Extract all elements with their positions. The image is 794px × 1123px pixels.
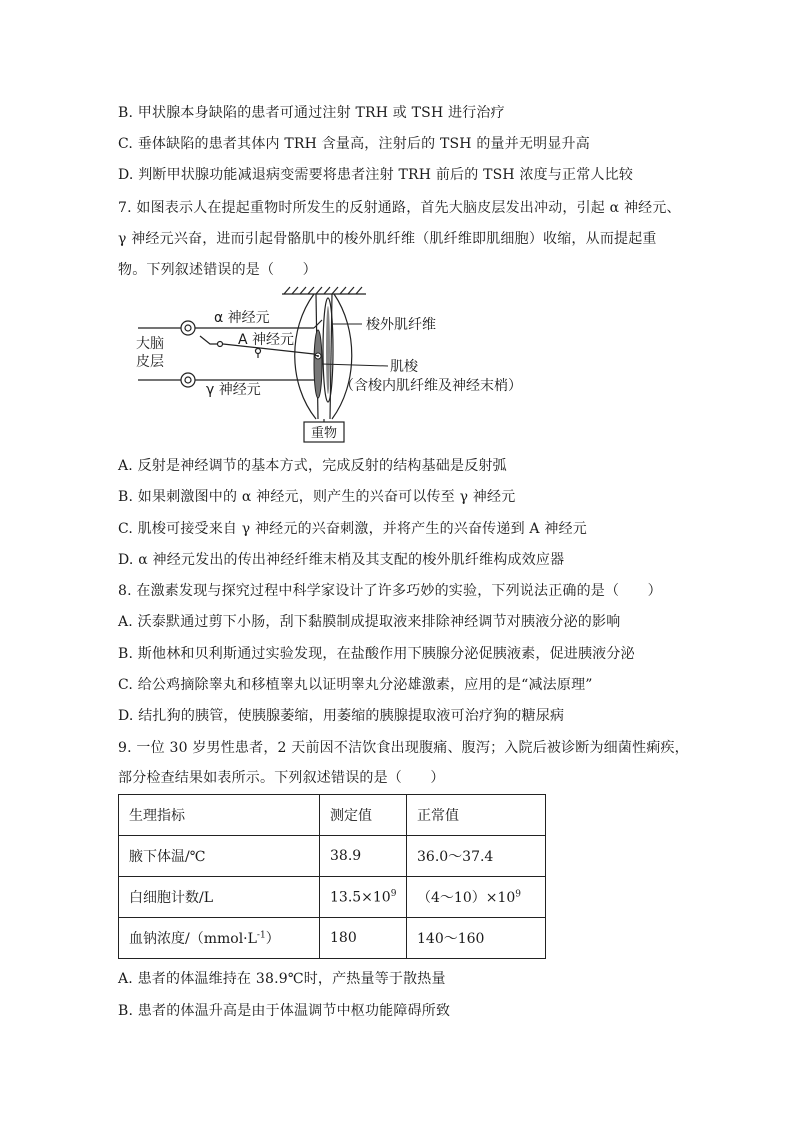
weight-label: 重物 [310, 426, 338, 441]
a-neuron-label: A 神经元 [238, 332, 295, 348]
cell-value: 13.5×10 [330, 889, 391, 906]
option-b-q7: B. 如果刺激图中的 α 神经元，则产生的兴奋可以传至 γ 神经元 [118, 489, 516, 505]
question-9-stem-1: 9. 一位 30 岁男性患者，2 天前因不洁饮食出现腹痛、腹泻；入院后被诊断为细菌性痢疾， [118, 740, 689, 756]
reflex-pathway-figure [118, 284, 548, 444]
extrafusal-label: 梭外肌纤维 [366, 317, 436, 333]
table-cell [407, 877, 546, 918]
cortex-label-2: 皮层 [136, 354, 164, 370]
table-row [119, 877, 546, 918]
table-cell: 36.0～37.4 [407, 836, 546, 877]
table-header-cell: 正常值 [407, 795, 546, 836]
table-header-row [119, 795, 546, 836]
option-c-q8: C. 给公鸡摘除睾丸和移植睾丸以证明睾丸分泌雄激素，应用的是“减法原理” [118, 677, 593, 693]
question-8-stem: 8. 在激素发现与探究过程中科学家设计了许多巧妙的实验，下列说法正确的是（ ） [118, 583, 662, 599]
spindle-label: 肌梭 [390, 359, 418, 375]
table-cell [119, 918, 320, 959]
option-b-q8: B. 斯他林和贝利斯通过实验发现，在盐酸作用下胰腺分泌促胰液素，促进胰液分泌 [118, 646, 635, 662]
cell-value: 血钠浓度/（mmol·L [129, 931, 257, 947]
cell-exponent: -1 [256, 930, 266, 941]
question-9-stem-2: 部分检查结果如表所示。下列叙述错误的是（ ） [118, 770, 445, 786]
gamma-neuron-label: γ 神经元 [206, 382, 261, 398]
table-header-cell: 测定值 [320, 795, 407, 836]
option-c-q6: C. 垂体缺陷的患者其体内 TRH 含量高，注射后的 TSH 的量并无明显升高 [118, 136, 590, 152]
table-row [119, 836, 546, 877]
option-a-q7: A. 反射是神经调节的基本方式，完成反射的结构基础是反射弧 [118, 458, 507, 474]
option-d-q8: D. 结扎狗的胰管，使胰腺萎缩，用萎缩的胰腺提取液可治疗狗的糖尿病 [118, 708, 565, 724]
muscle-spindle [314, 330, 322, 398]
cell-exponent: 9 [390, 888, 397, 899]
cell-exponent: 9 [515, 889, 522, 900]
option-a-q9: A. 患者的体温维持在 38.9℃时，产热量等于散热量 [118, 971, 446, 987]
question-7-stem-3: 物。下列叙述错误的是（ ） [118, 262, 317, 278]
table-cell [320, 877, 407, 918]
option-d-q6: D. 判断甲状腺功能减退病变需要将患者注射 TRH 前后的 TSH 浓度与正常人比较 [118, 167, 634, 183]
option-b-q6: B. 甲状腺本身缺陷的患者可通过注射 TRH 或 TSH 进行治疗 [118, 105, 505, 121]
table-cell: 180 [320, 918, 407, 959]
spindle-note: （含梭内肌纤维及神经末梢） [340, 378, 522, 394]
cortex-label-1: 大脑 [136, 336, 164, 352]
table-cell: 白细胞计数/L [119, 877, 320, 918]
table-cell: 腋下体温/℃ [119, 836, 320, 877]
alpha-neuron-label: α 神经元 [214, 310, 270, 326]
ceiling-hatch [282, 287, 366, 294]
table-cell: 140～160 [407, 918, 546, 959]
table-row [119, 918, 546, 959]
cell-value-tail: ） [265, 931, 280, 947]
table-cell: 38.9 [320, 836, 407, 877]
question-7-stem-1: 7. 如图表示人在提起重物时所发生的反射通路，首先大脑皮层发出冲动，引起 α 神经元、 [118, 200, 681, 216]
option-d-q7: D. α 神经元发出的传出神经纤维末梢及其支配的梭外肌纤维构成效应器 [118, 552, 565, 568]
option-a-q8: A. 沃泰默通过剪下小肠，刮下黏膜制成提取液来排除神经调节对胰液分泌的影响 [118, 614, 621, 630]
question-7-stem-2: γ 神经元兴奋，进而引起骨骼肌中的梭外肌纤维（肌纤维即肌细胞）收缩，从而提起重 [118, 231, 657, 247]
option-b-q9: B. 患者的体温升高是由于体温调节中枢功能障碍所致 [118, 1003, 451, 1019]
cell-value: （4～10）×10 [417, 890, 516, 906]
option-c-q7: C. 肌梭可接受来自 γ 神经元的兴奋刺激，并将产生的兴奋传递到 A 神经元 [118, 521, 587, 537]
lab-results-table [118, 794, 546, 959]
table-header-cell: 生理指标 [119, 795, 320, 836]
